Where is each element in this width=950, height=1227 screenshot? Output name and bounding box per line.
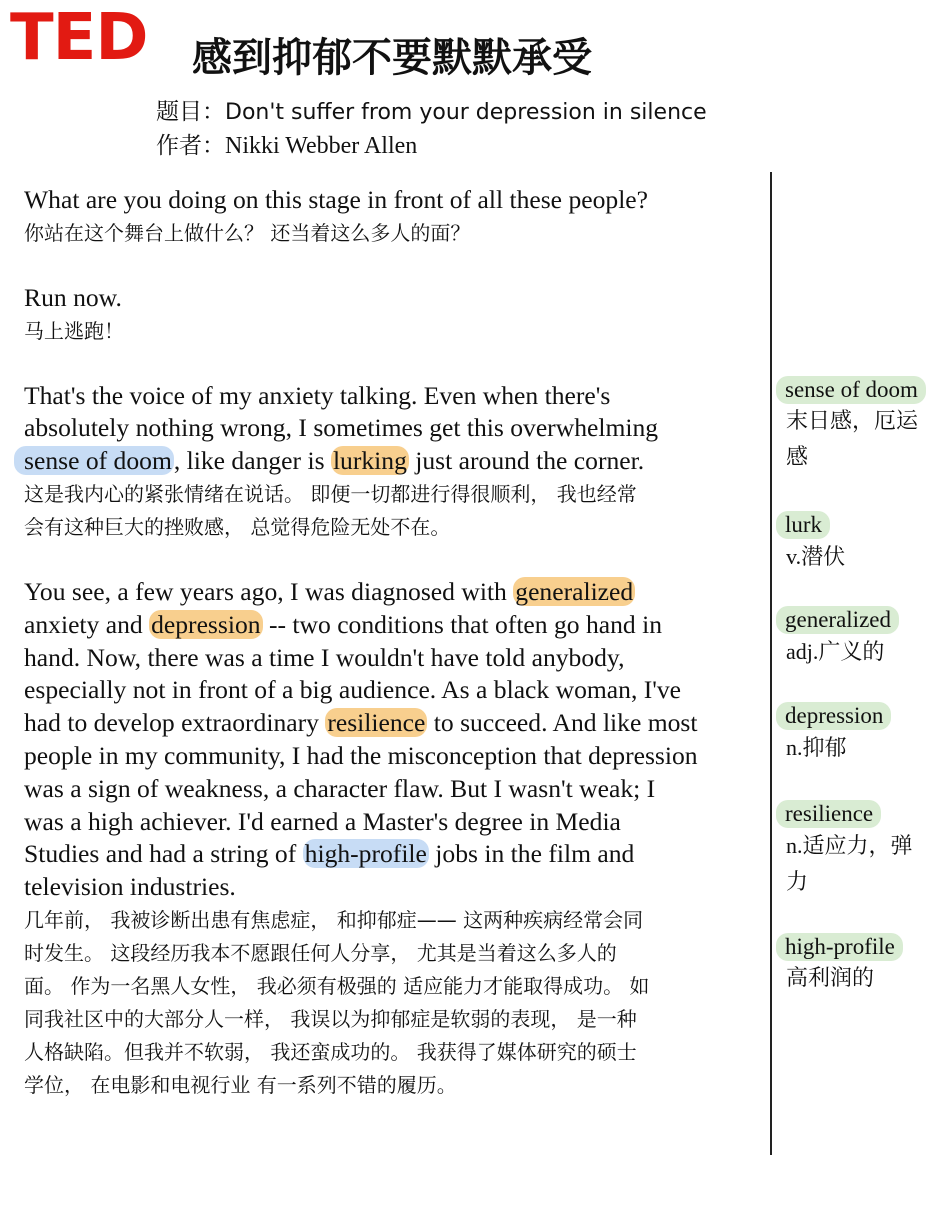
vocab-item-high-profile bbox=[776, 933, 948, 997]
def-text: 潜伏 bbox=[801, 545, 846, 570]
def-text: 抑郁 bbox=[802, 736, 847, 761]
vocab-item-generalized bbox=[776, 606, 948, 671]
p4-zh-line: 同我社区中的大部分人一样， 我误以为抑郁症是软弱的表现， 是一种 bbox=[24, 1006, 637, 1031]
highlight-lurking: lurking bbox=[332, 446, 407, 476]
p4-zh-line: 时发生。 这段经历我本不愿跟任何人分享， 尤其是当着这么多人的 bbox=[24, 940, 617, 965]
paragraph-gap bbox=[24, 348, 774, 380]
vocab-term: generalized bbox=[776, 606, 899, 634]
text-span: jobs in the film and bbox=[428, 839, 635, 869]
p4-line: was a high achiever. I'd earned a Master's degree in Media bbox=[24, 806, 621, 836]
p4-line: hand. Now, there was a time I wouldn't have told anybody, bbox=[24, 642, 625, 672]
text-span: , like danger is bbox=[173, 446, 331, 476]
author-label: 作者： bbox=[156, 133, 225, 159]
vocab-term: resilience bbox=[776, 800, 881, 828]
p4-line: television industries. bbox=[24, 872, 236, 902]
p4-line: people in my community, I had the misconception that depression bbox=[24, 740, 698, 770]
vocab-definition bbox=[776, 634, 948, 671]
text-span: anxiety and bbox=[24, 609, 150, 639]
topic-line bbox=[156, 96, 707, 129]
p3-line: That's the voice of my anxiety talking. Even when there's bbox=[24, 380, 611, 410]
text-span: had to develop extraordinary bbox=[24, 708, 326, 738]
text-span: to succeed. And like most bbox=[427, 708, 698, 738]
p4-line: especially not in front of a big audience. As a black woman, I've bbox=[24, 675, 682, 705]
def-line: 力 bbox=[786, 870, 809, 895]
p1-english: What are you doing on this stage in front of all these people? bbox=[24, 185, 649, 214]
transcript-body bbox=[24, 184, 774, 1102]
vocab-item-sense-of-doom bbox=[776, 376, 948, 476]
part-of-speech: adj. bbox=[786, 639, 819, 664]
p3-chinese bbox=[24, 478, 774, 544]
column-divider bbox=[770, 172, 772, 1155]
text-span: You see, a few years ago, I was diagnosed with bbox=[24, 576, 514, 606]
part-of-speech: v. bbox=[786, 544, 802, 569]
paragraph-gap bbox=[24, 250, 774, 282]
vocab-item-resilience bbox=[776, 800, 948, 901]
vocab-term: sense of doom bbox=[776, 376, 926, 404]
vocab-term: lurk bbox=[776, 511, 830, 539]
highlight-generalized: generalized bbox=[515, 576, 634, 606]
p2-english: Run now. bbox=[24, 282, 122, 312]
text-span: Studies and had a string of bbox=[24, 839, 303, 869]
def-line: 感 bbox=[786, 445, 809, 470]
p4-line: was a sign of weakness, a character flaw. But I wasn't weak; I bbox=[24, 773, 656, 803]
p3-zh-line: 会有这种巨大的挫败感， 总觉得危险无处不在。 bbox=[24, 514, 451, 539]
vocab-definition bbox=[776, 404, 948, 476]
page-title: 感到抑郁不要默默承受 bbox=[192, 35, 592, 81]
p2-chinese: 马上逃跑！ bbox=[24, 318, 124, 343]
p1-chinese: 你站在这个舞台上做什么？ 还当着这么多人的面？ bbox=[24, 220, 471, 245]
vocab-item-depression bbox=[776, 702, 948, 767]
def-text: 适应力，弹 bbox=[802, 834, 913, 859]
p4-line bbox=[24, 576, 774, 609]
vocab-definition bbox=[776, 539, 948, 576]
highlight-resilience: resilience bbox=[327, 708, 426, 738]
p4-zh-line: 人格缺陷。但我并不软弱， 我还蛮成功的。 我获得了媒体研究的硕士 bbox=[24, 1039, 637, 1064]
part-of-speech: n. bbox=[786, 735, 803, 760]
p4-english bbox=[24, 576, 774, 904]
p4-zh-line: 学位， 在电影和电视行业 有一系列不错的履历。 bbox=[24, 1072, 457, 1097]
vocab-term: high-profile bbox=[776, 933, 903, 961]
p4-line bbox=[24, 609, 774, 642]
paragraph-gap bbox=[24, 544, 774, 576]
p3-zh-line: 这是我内心的紧张情绪在说话。 即便一切都进行得很顺利， 我也经常 bbox=[24, 481, 637, 506]
vocab-term: depression bbox=[776, 702, 891, 730]
highlight-depression: depression bbox=[151, 609, 261, 639]
p3-english bbox=[24, 380, 774, 478]
vocab-item-lurk bbox=[776, 511, 948, 576]
p4-zh-line: 面。 作为一名黑人女性， 我必须有极强的 适应能力才能取得成功。 如 bbox=[24, 973, 650, 998]
text-span: just around the corner. bbox=[408, 446, 645, 476]
vocab-definition bbox=[776, 730, 948, 767]
def-line: 末日感，厄运 bbox=[786, 409, 919, 434]
vocab-definition bbox=[776, 828, 948, 901]
part-of-speech: n. bbox=[786, 833, 803, 858]
def-line bbox=[786, 828, 948, 865]
text-span: -- two conditions that often go hand in bbox=[262, 609, 663, 639]
p4-chinese bbox=[24, 904, 774, 1102]
topic-value: Don't suffer from your depression in silence bbox=[225, 100, 707, 125]
p4-line bbox=[24, 838, 774, 871]
def-text: 广义的 bbox=[818, 640, 885, 665]
topic-label: 题目： bbox=[156, 99, 225, 125]
vocab-definition: 高利润的 bbox=[786, 966, 875, 991]
highlight-sense-of-doom: sense of doom bbox=[14, 446, 174, 475]
p3-line bbox=[14, 445, 774, 478]
p3-line: absolutely nothing wrong, I sometimes get this overwhelming bbox=[24, 413, 659, 443]
ted-logo: TED bbox=[10, 1, 148, 75]
author-line bbox=[156, 130, 417, 162]
author-value: Nikki Webber Allen bbox=[225, 133, 418, 159]
highlight-high-profile: high-profile bbox=[304, 839, 427, 869]
p4-line bbox=[24, 707, 774, 740]
p4-zh-line: 几年前， 我被诊断出患有焦虑症， 和抑郁症—— 这两种疾病经常会同 bbox=[24, 907, 644, 932]
